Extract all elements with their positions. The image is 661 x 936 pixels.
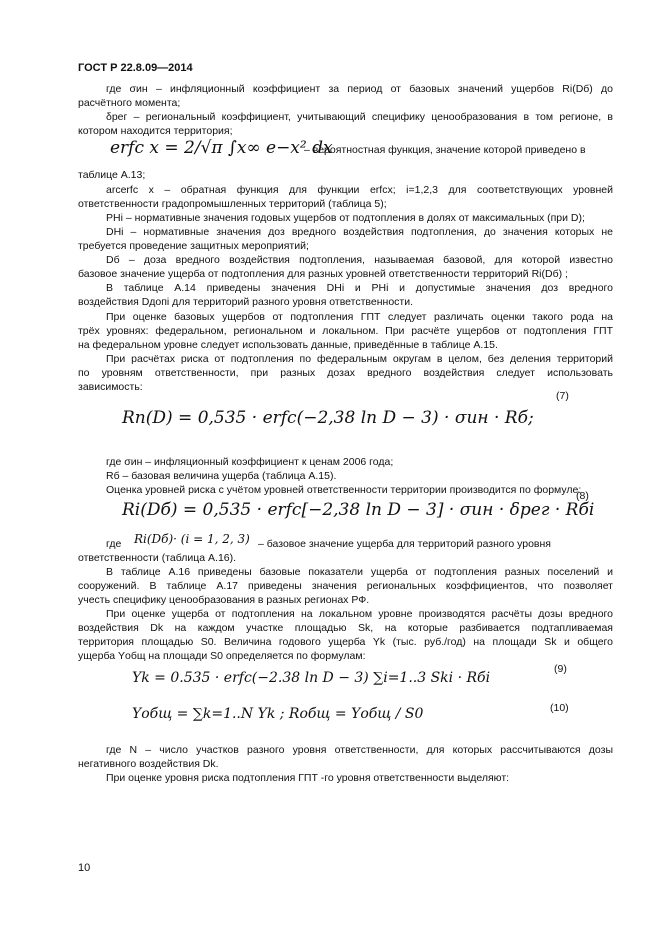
paragraph-line: где N – число участков разного уровня ответственности, для которых рассчитываются дозы (106, 744, 613, 756)
formula-7: Rп(D) = 0,535 · erfc(−2,38 ln D − 3) · σин · Rб; (122, 408, 534, 428)
paragraph-line: по уровням ответственности, при разных дозах вредного воздействия следует использовать (78, 367, 613, 379)
formula-number: (9) (554, 663, 567, 675)
paragraph-line: Dб – доза вредного воздействия подтопления, называемая базовой, для которой известно (106, 254, 613, 266)
paragraph-line: таблице А.13; (78, 169, 146, 181)
paragraph-line: При оценке ущерба от подтопления на локальном уровне производятся расчёты дозы вредного (106, 608, 613, 620)
formula-9: Yk = 0.535 · erfc(−2.38 ln D − 3) ∑i=1..3 Ski · Rбi (132, 670, 491, 686)
paragraph-line: – вероятностная функция, значение которой приведено в (304, 144, 586, 156)
paragraph-line: При оценке уровня риска подтопления ГПТ -го уровня ответственности выделяют: (106, 772, 510, 784)
paragraph-line: негативного воздействия Dk. (78, 758, 219, 770)
formula-number: (7) (556, 390, 569, 402)
erfc-formula: erfc x = 2/√π ∫x∞ e−x² dx (110, 138, 333, 158)
paragraph-line: территория площадью S0. Величина годового ущерба Yk (тыс. руб./год) на площади Sk и общего (78, 636, 613, 648)
paragraph-line: В таблице А.16 приведены базовые показатели ущерба от подтопления разных поселений и (106, 566, 613, 578)
document-header: ГОСТ Р 22.8.09—2014 (78, 62, 193, 74)
paragraph-line: Оценка уровней риска с учётом уровней ответственности территории производится по формуле: (106, 484, 582, 496)
paragraph-line: ущерба Yобщ на площади S0 определяется по формулам: (78, 650, 366, 662)
paragraph-line: – базовое значение ущерба для территорий разного уровня (258, 538, 551, 550)
paragraph-line: котором находится территория; (78, 125, 233, 137)
paragraph-line: где σин – инфляционный коэффициент к ценам 2006 года; (106, 456, 394, 468)
paragraph-line: требуется проведение защитных мероприятий; (78, 240, 309, 252)
page-number: 10 (78, 862, 91, 874)
formula-8: Ri(Dб) = 0,535 · erfc[−2,38 ln D − 3] · σин · δрег · Rбi (122, 500, 595, 520)
formula-number: (10) (550, 702, 569, 714)
paragraph-line: arcerfc x – обратная функция для функции erfcx; i=1,2,3 для соответствующих уровней (106, 184, 613, 196)
paragraph-line: зависимость: (78, 381, 143, 393)
paragraph-line: При оценке базовых ущербов от подтопления ГПТ следует различать оценки такого рода на (106, 311, 613, 323)
paragraph-line: Rб – базовая величина ущерба (таблица А.15). (106, 470, 337, 482)
paragraph-line: ответственности градопромышленных территорий (таблица 5); (78, 198, 387, 210)
paragraph-line: учесть специфику ценообразования в разных регионах РФ. (78, 594, 370, 606)
formula-number: (8) (576, 490, 589, 502)
paragraph-line: на федеральном уровне следует использовать данные, приведённые в таблице А.15. (78, 339, 498, 351)
formula-10: Yобщ = ∑k=1..N Yk ; Rобщ = Yобщ / S0 (132, 706, 424, 722)
paragraph-line: где σин – инфляционный коэффициент за период от базовых значений ущербов Ri(Dб) до (106, 83, 613, 95)
paragraph-line: PHi – нормативные значения годовых ущербов от подтопления в долях от максимальных (при D); (106, 212, 585, 224)
paragraph-line: базовое значение ущерба от подтопления для разных уровней ответственности территорий Ri(Dб) ; (78, 268, 568, 280)
paragraph-line: трёх уровнях: федеральном, региональном и локальном. При расчёте ущербов от подтопления ГПТ (78, 325, 613, 337)
paragraph-line: DHi – нормативные значения доз вредного воздействия подтопления, до значения которых не (106, 226, 613, 238)
paragraph-line: сооружений. В таблице А.17 приведены значения региональных коэффициентов, что позволяет (78, 580, 613, 592)
paragraph-line: ответственности (таблица А.16). (78, 552, 237, 564)
paragraph-line: где (106, 538, 122, 550)
paragraph-line: расчётного момента; (78, 97, 181, 109)
paragraph-line: При расчётах риска от подтопления по федеральным округам в целом, без деления территорий (106, 353, 613, 365)
paragraph-line: δрег – региональный коэффициент, учитывающий специфику ценообразования в том регионе, в (106, 111, 613, 123)
paragraph-line: воздействия Dдопi для территорий разного уровня ответственности. (78, 296, 413, 308)
inline-formula: Ri(Dб)· (i = 1, 2, 3) (134, 532, 250, 546)
paragraph-line: В таблице А.14 приведены значения DHi и PHi и допустимые значения доз вредного (106, 282, 613, 294)
paragraph-line: воздействия Dk на каждом участке площадью Sk, на которые разбивается подтапливаемая (78, 622, 613, 634)
